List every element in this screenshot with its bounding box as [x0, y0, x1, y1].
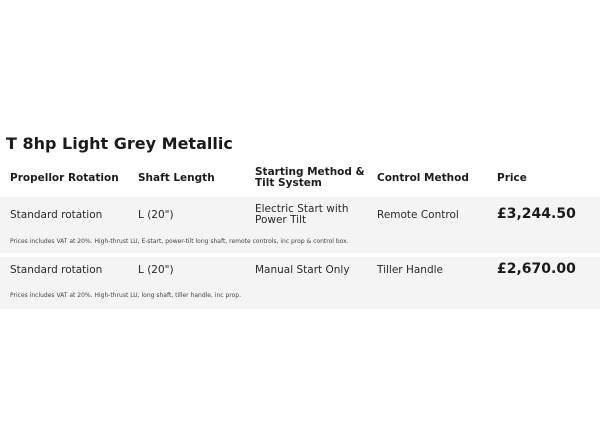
row-note: Prices includes VAT at 20%. High-thrust LU, E-start, power-tilt long shaft, remote controls, inc prop & control box. — [10, 238, 349, 245]
product-title: T 8hp Light Grey Metallic — [6, 134, 233, 153]
table-header — [0, 162, 600, 196]
header-propellor-rotation: Propellor Rotation — [10, 172, 119, 184]
table-row — [0, 257, 600, 309]
header-shaft-length: Shaft Length — [138, 172, 215, 184]
cell-starting-method-line2: Power Tilt — [255, 214, 307, 226]
cell-shaft-length: L (20") — [138, 209, 174, 221]
table-row — [0, 197, 600, 253]
header-control-method: Control Method — [377, 172, 469, 184]
cell-shaft-length: L (20") — [138, 264, 174, 276]
row-note: Prices includes VAT at 20%. High-thrust LU, long shaft, tiller handle, inc prop. — [10, 292, 241, 299]
cell-control-method: Tiller Handle — [377, 264, 443, 276]
cell-propellor-rotation: Standard rotation — [10, 264, 103, 276]
cell-price: £2,670.00 — [497, 261, 576, 277]
cell-control-method: Remote Control — [377, 209, 459, 221]
cell-starting-method: Manual Start Only — [255, 264, 350, 276]
header-starting-method-line1: Starting Method & — [255, 166, 365, 178]
header-price: Price — [497, 172, 527, 184]
cell-starting-method-line1: Electric Start with — [255, 203, 349, 215]
cell-propellor-rotation: Standard rotation — [10, 209, 103, 221]
header-starting-method-line2: Tilt System — [255, 177, 322, 189]
cell-price: £3,244.50 — [497, 206, 576, 222]
